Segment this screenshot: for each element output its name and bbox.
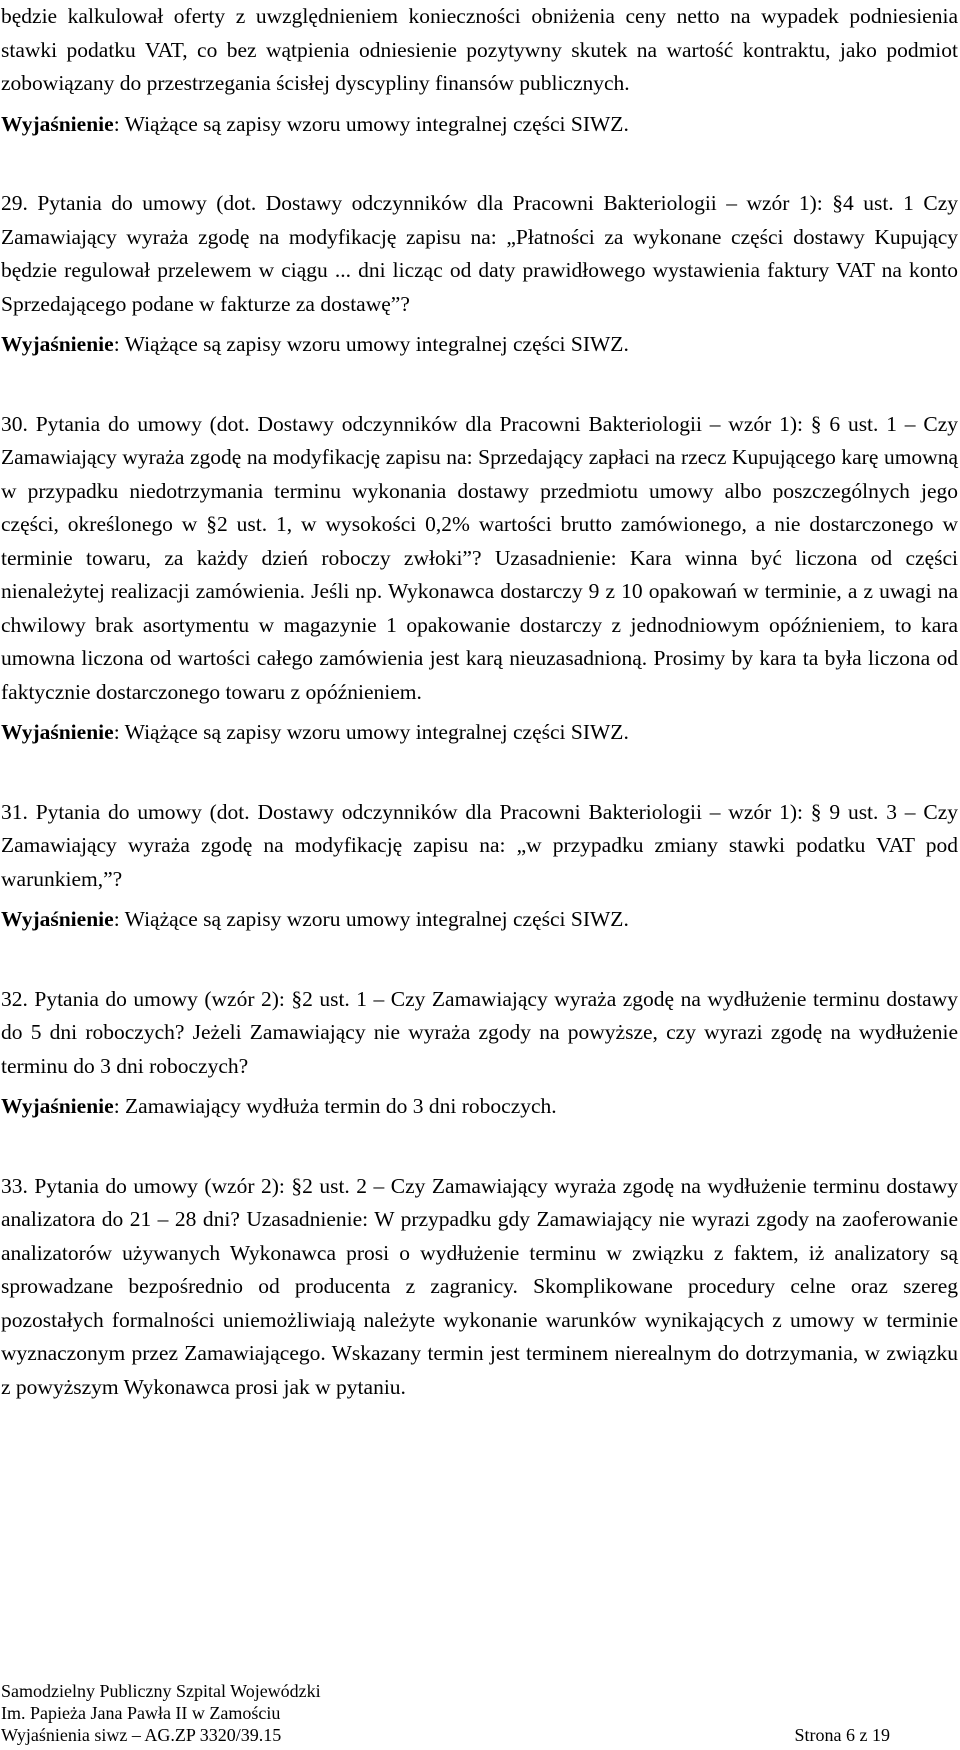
footer-institution: Samodzielny Publiczny Szpital Wojewódzki (1, 1681, 321, 1701)
answer-31 (1, 903, 958, 937)
question-29: 29. Pytania do umowy (dot. Dostawy odczynników dla Pracowni Bakteriologii – wzór 1): §4 ust. 1 Czy Zamawiający wyraża zgodę na modyfikację zapisu na: „Płatności za wykonane części dostawy Kupujący będzie regulował przelewem w ciągu ... dni licząc od daty prawidłowego wystawienia faktury VAT na konto Sprzedającego podane w fakturze za dostawę”? (1, 191, 958, 316)
answer-text: : Wiążące są zapisy wzoru umowy integralnej części SIWZ. (113, 332, 629, 356)
question-33: 33. Pytania do umowy (wzór 2): §2 ust. 2 – Czy Zamawiający wyraża zgodę na wydłużenie terminu dostawy analizatora do 21 – 28 dni? Uzasadnienie: W przypadku gdy Zamawiający nie wyrazi zgody na zaoferowanie analizatorów używanych Wykonawca prosi o wydłużenie terminu w związku z faktem, iż analizatory są sprowadzane bezpośrednio od producenta z zagranicy. Skomplikowane procedury celne oraz szereg pozostałych formalności uniemożliwiają należyte wykonanie warunków wynikających z umowy w terminie wyznaczonym przez Zamawiającego. Wskazany termin jest terminem nierealnym do dotrzymania, w związku z powyższym Wykonawca prosi jak w pytaniu. (1, 1173, 958, 1399)
page-number: Strona 6 z 19 (794, 1725, 890, 1745)
question-32: 32. Pytania do umowy (wzór 2): §2 ust. 1 – Czy Zamawiający wyraża zgodę na wydłużenie terminu dostawy do 5 dni roboczych? Jeżeli Zamawiający nie wyraża zgody na powyższe, czy wyrazi zgodę na wydłużenie terminu do 3 dni roboczych? (1, 986, 958, 1078)
intro-paragraph: będzie kalkulował oferty z uwzględnieniem konieczności obniżenia ceny netto na wypadek podniesienia stawki podatku VAT, co bez wątpienia odniesienie pozytywny skutek na wartość kontraktu, jako podmiot zobowiązany do przestrzegania ścisłej dyscypliny finansów publicznych. (1, 4, 958, 95)
answer-text: : Wiążące są zapisy wzoru umowy integralnej części SIWZ. (113, 720, 629, 744)
answer-label: Wyjaśnienie (1, 1094, 114, 1118)
question-30: 30. Pytania do umowy (dot. Dostawy odczynników dla Pracowni Bakteriologii – wzór 1): § 6 ust. 1 – Czy Zamawiający wyraża zgodę na modyfikację zapisu na: Sprzedający zapłaci na rzecz Kupującego karę umowną w przypadku niedotrzymania terminu wykonania dostawy przedmiotu umowy albo poszczególnych jego części, określonego w §2 ust. 1, w wysokości 0,2% wartości brutto zamówionego, a nie dostarczonego w terminie towaru, za każdy dzień roboczy zwłoki”? Uzasadnienie: Kara winna być liczona od części nienależytej realizacji zamówienia. Jeśli np. Wykonawca dostarczy 9 z 10 opakowań w terminie, a z uwagi na chwilowy brak asortymentu w magazynie 1 opakowanie dostarczy z jednodniowym opóźnieniem, to kara umowna liczona od wartości całego zamówienia jest karą nieuzasadnioną. Prosimy by kara ta była liczona od faktycznie dostarczonego towaru z opóźnieniem. (1, 411, 958, 704)
question-31: 31. Pytania do umowy (dot. Dostawy odczynników dla Pracowni Bakteriologii – wzór 1): § 9 ust. 3 – Czy Zamawiający wyraża zgodę na modyfikację zapisu na: „w przypadku zmiany stawki podatku VAT pod warunkiem,”? (1, 799, 958, 891)
footer-bottom-row (1, 1724, 957, 1746)
footer-reference: Wyjaśnienia siwz – AG.ZP 3320/39.15 (1, 1725, 282, 1745)
answer-label: Wyjaśnienie (1, 720, 114, 744)
answer-label: Wyjaśnienie (1, 332, 114, 356)
answer-label: Wyjaśnienie (1, 907, 114, 931)
answer-paragraph (1, 108, 958, 142)
answer-text: : Zamawiający wydłuża termin do 3 dni roboczych. (113, 1094, 557, 1118)
answer-29 (1, 328, 958, 362)
footer-institution-name: Im. Papieża Jana Pawła II w Zamościu (1, 1703, 281, 1723)
answer-text: : Wiążące są zapisy wzoru umowy integralnej części SIWZ. (113, 111, 629, 136)
answer-label: Wyjaśnienie (1, 111, 114, 136)
answer-32 (1, 1090, 958, 1124)
page-footer (1, 1680, 957, 1746)
answer-text: : Wiążące są zapisy wzoru umowy integralnej części SIWZ. (113, 907, 629, 931)
answer-30 (1, 716, 958, 750)
